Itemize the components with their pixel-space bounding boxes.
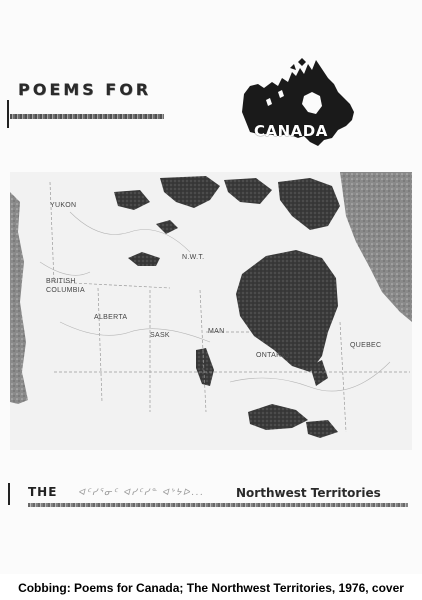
map-label-british-columbia: BRITISH COLUMBIA [46, 278, 85, 294]
image-caption: Cobbing: Poems for Canada; The Northwest Territories, 1976, cover [18, 581, 404, 595]
canada-map-image [10, 172, 412, 450]
map-label-sask: SASK [150, 332, 170, 339]
map-label-yukon: YUKON [50, 202, 77, 209]
left-margin-rule-bottom [8, 483, 10, 505]
canada-label: CANADA [254, 122, 328, 140]
bottom-faint-syllabics: ᐊᑦᓯᕐᓂᑦ ᐊᓯᑦᓯᓐ ᐊᔾᔭᐅ... [78, 488, 205, 498]
left-margin-rule-top [7, 100, 9, 128]
bottom-underline [28, 503, 408, 507]
map-label-ontario: ONTARIO [256, 352, 290, 359]
bottom-title-northwest-territories: Northwest Territories [236, 486, 381, 500]
map-label-quebec: QUEBEC [350, 342, 382, 349]
map-label-alberta: ALBERTA [94, 314, 128, 321]
title-underline [10, 114, 164, 119]
bottom-title-the: THE [28, 485, 58, 499]
map-label-man: MAN [208, 328, 225, 335]
cover-title-top: POEMS FOR [18, 80, 152, 99]
map-label-nwt: N.W.T. [182, 254, 205, 261]
